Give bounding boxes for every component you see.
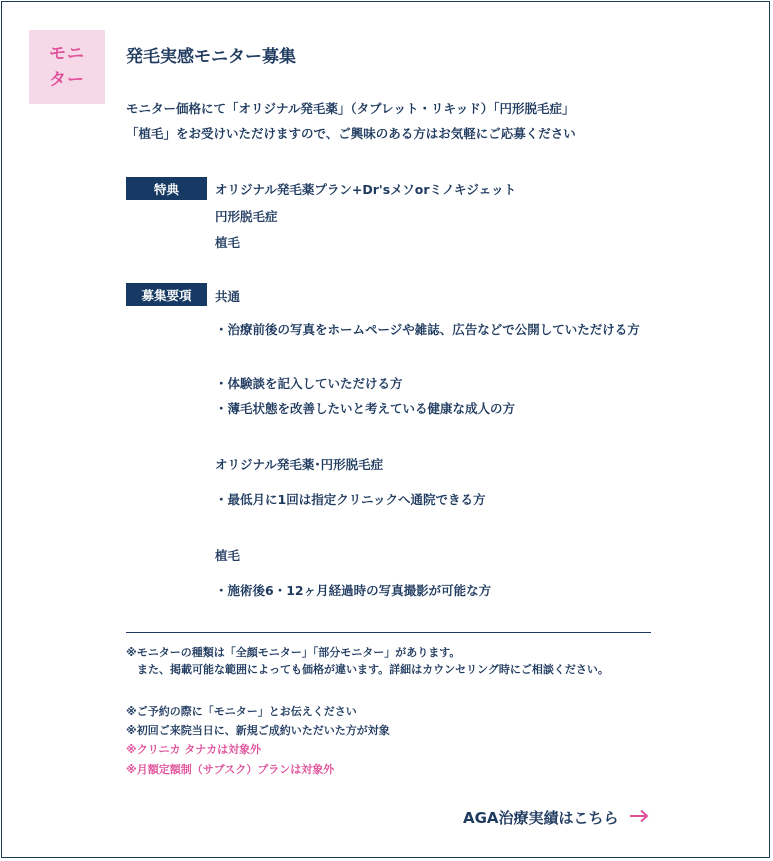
boshu-label: 募集要項 — [126, 283, 207, 306]
tokuten-label: 特典 — [126, 177, 207, 200]
requirement-item: ・最低月に1回は指定クリニックへ通院できる方 — [215, 492, 486, 507]
divider — [126, 632, 651, 633]
note-4: ※クリニカ タナカは対象外 — [126, 743, 262, 756]
implant-heading: 植毛 — [215, 548, 241, 563]
requirement-item: ・薄毛状態を改善したいと考えている健康な成人の方 — [215, 401, 516, 416]
intro-line-2: 「植毛」をお受けいただけますので、ご興味のある方はお気軽にご応募ください — [126, 126, 576, 141]
requirement-item: ・治療前後の写真をホームページや雑誌、広告などで公開していただける方 — [215, 322, 640, 337]
common-heading: 共通 — [215, 289, 241, 304]
page-title: 発毛実感モニター募集 — [126, 47, 296, 67]
intro-text — [126, 96, 686, 146]
drug-heading: オリジナル発毛薬･円形脱毛症 — [215, 457, 384, 472]
monitor-badge — [29, 30, 105, 104]
note-3: ※初回ご来院当日に、新規ご成約いただいた方が対象 — [126, 724, 390, 737]
arrow-right-icon — [629, 809, 649, 827]
note-5: ※月額定額制（サブスク）プランは対象外 — [126, 763, 335, 776]
intro-line-1: モニター価格にて「オリジナル発毛薬」（タブレット・リキッド）「円形脱毛症」 — [126, 101, 575, 116]
requirement-item: ・施術後6・12ヶ月経過時の写真撮影が可能な方 — [215, 583, 492, 598]
aga-results-label: AGA治療実績はこちら — [463, 809, 619, 827]
note-1: ※モニターの種類は「全顔モニター」「部分モニター」があります。 — [126, 646, 461, 659]
note-2: ※ご予約の際に「モニター」とお伝えください — [126, 705, 357, 718]
note-1-cont: また、掲載可能な範囲によっても価格が違います。詳細はカウンセリング時にご相談ください。 — [137, 663, 609, 676]
tokuten-item: オリジナル発毛薬プラン+Dr'sメソorミノキジェット — [215, 182, 517, 197]
monitor-panel — [1, 1, 770, 858]
tokuten-item: 植毛 — [215, 235, 241, 250]
requirement-item: ・体験談を記入していただける方 — [215, 376, 403, 391]
aga-results-link[interactable] — [463, 807, 649, 828]
badge-line-2: ター — [49, 70, 85, 90]
tokuten-item: 円形脱毛症 — [215, 209, 278, 224]
badge-line-1: モニ — [49, 44, 85, 64]
